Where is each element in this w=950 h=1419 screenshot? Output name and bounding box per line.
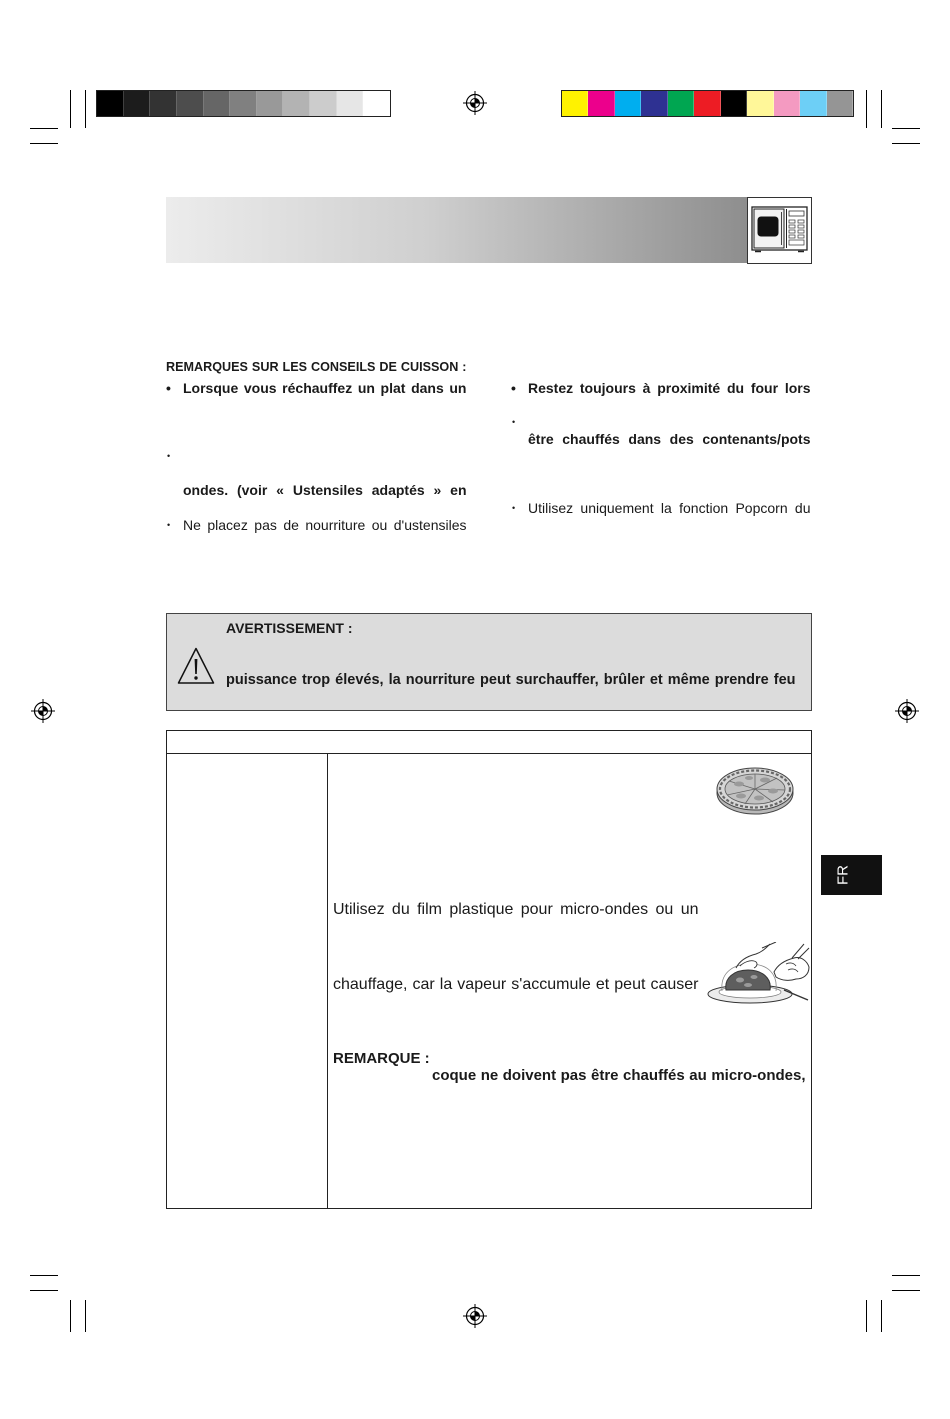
color-swatch <box>800 91 826 116</box>
gray-swatch <box>310 91 337 116</box>
color-swatch <box>827 91 853 116</box>
gray-swatch <box>230 91 257 116</box>
bullet: • <box>167 451 171 461</box>
gray-swatch <box>337 91 364 116</box>
table-cell-right <box>328 754 811 1208</box>
note-line: Restez toujours à proximité du four lors <box>528 380 811 396</box>
note-label: REMARQUE : <box>333 1050 430 1067</box>
grayscale-control-bar <box>96 90 391 117</box>
color-swatch <box>721 91 747 116</box>
note-line: Lorsque vous réchauffez un plat dans un <box>183 380 467 396</box>
registration-mark <box>463 1304 487 1328</box>
bullet: • <box>512 503 516 513</box>
registration-mark <box>31 699 55 723</box>
note-line: ondes. (voir « Ustensiles adaptés » en <box>183 482 467 498</box>
color-swatch <box>562 91 588 116</box>
table-cell-left <box>167 754 328 1208</box>
color-swatch <box>615 91 641 116</box>
table-text-line: chauffage, car la vapeur s'accumule et peut causer <box>333 976 699 993</box>
bullet: • <box>512 417 516 427</box>
color-swatch <box>694 91 720 116</box>
covering-food-illustration <box>706 942 810 1006</box>
gray-swatch <box>150 91 177 116</box>
bullet: • <box>167 520 171 530</box>
registration-mark <box>895 699 919 723</box>
instruction-table <box>166 730 812 1209</box>
crop-marks-top-right <box>867 90 921 144</box>
gray-swatch <box>177 91 204 116</box>
microwave-icon <box>748 198 811 263</box>
notes-left-column <box>166 350 468 540</box>
language-tab <box>821 855 882 895</box>
color-swatch <box>641 91 667 116</box>
notes-right-column <box>511 350 812 540</box>
gray-swatch <box>204 91 231 116</box>
color-control-bar <box>561 90 854 117</box>
language-tab-label: FR <box>834 865 852 885</box>
gray-swatch <box>283 91 310 116</box>
registration-mark <box>463 91 487 115</box>
section-heading: REMARQUES SUR LES CONSEILS DE CUISSON : <box>166 360 467 374</box>
crop-marks-bottom-left <box>30 1276 86 1333</box>
warning-box <box>166 613 812 711</box>
bullet: • <box>166 380 171 396</box>
crop-marks-top-left <box>30 90 86 144</box>
note-text: coque ne doivent pas être chauffés au micro-ondes, <box>432 1067 806 1084</box>
gray-swatch <box>97 91 124 116</box>
crop-marks-bottom-right <box>867 1276 921 1333</box>
color-swatch <box>747 91 773 116</box>
warning-title: AVERTISSEMENT : <box>226 620 353 636</box>
header-icon-box <box>747 197 812 264</box>
note-line: être chauffés dans des contenants/pots <box>528 431 811 447</box>
pie-illustration <box>715 765 795 817</box>
note-line: Ne placez pas de nourriture ou d'ustensiles <box>183 517 467 533</box>
table-text-line: Utilisez du film plastique pour micro-ondes ou un <box>333 901 699 918</box>
note-line: Utilisez uniquement la fonction Popcorn du <box>528 500 811 516</box>
color-swatch <box>774 91 800 116</box>
gray-swatch <box>124 91 151 116</box>
bullet: • <box>511 380 516 396</box>
table-header-row <box>167 731 811 754</box>
color-swatch <box>668 91 694 116</box>
gray-swatch <box>363 91 390 116</box>
gray-swatch <box>257 91 284 116</box>
section-header-band <box>166 197 747 263</box>
warning-text: puissance trop élevés, la nourriture peut surchauffer, brûler et même prendre feu <box>226 672 796 688</box>
warning-triangle-icon <box>177 646 215 686</box>
color-swatch <box>588 91 614 116</box>
